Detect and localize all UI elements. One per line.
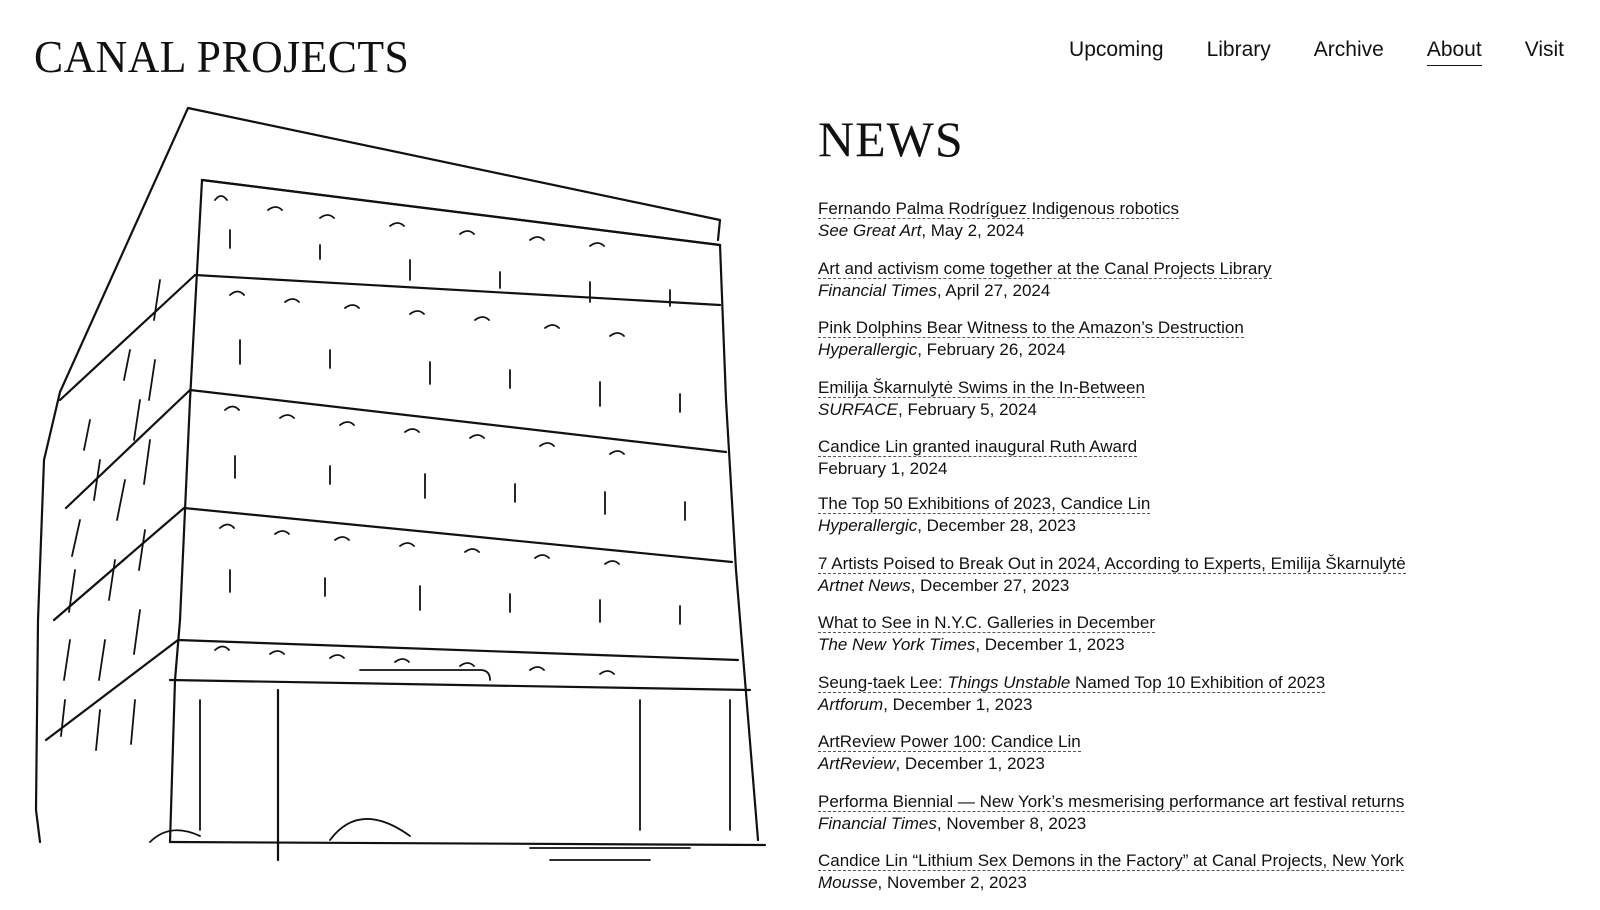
news-source: Financial Times <box>818 280 937 300</box>
building-line-drawing <box>30 100 790 908</box>
news-item <box>818 436 1406 480</box>
news-link[interactable]: What to See in N.Y.C. Galleries in December <box>818 613 1155 632</box>
news-item: Emilija Škarnulytė Swims in the In-Between SURFACE, February 5, 2024 <box>818 377 1145 419</box>
news-link[interactable]: Candice Lin granted inaugural Ruth Award <box>818 437 1138 456</box>
news-item: Art and activism come together at the Canal Projects Library Financial Times, April 27, 2024 <box>818 258 1272 300</box>
news-title-prefix: Seung-taek Lee: <box>818 672 948 692</box>
news-item: Performa Biennial — New York’s mesmerising performance art festival returns Financial Times, November 8, 2023 <box>818 791 1405 833</box>
news-title-suffix: Named Top 10 Exhibition of 2023 <box>1070 672 1326 692</box>
ground-floor-line <box>170 680 765 845</box>
news-list <box>818 198 1406 910</box>
news-link[interactable]: Performa Biennial — New York’s mesmerising performance art festival returns <box>818 791 1405 811</box>
news-item: The Top 50 Exhibitions of 2023, Candice Lin Hyperallergic, December 28, 2023 <box>818 494 1151 535</box>
nav-archive[interactable]: Archive <box>1313 38 1384 61</box>
news-date: November 2, 2023 <box>886 873 1027 892</box>
news-link[interactable]: Candice Lin “Lithium Sex Demons in the Factory” at Canal Projects, New York <box>818 851 1404 870</box>
corner-edge <box>170 180 202 842</box>
news-source: Mousse <box>818 873 878 892</box>
news-link[interactable]: Fernando Palma Rodríguez Indigenous robotics <box>818 199 1179 218</box>
news-link[interactable]: Pink Dolphins Bear Witness to the Amazon’s Destruction <box>818 318 1244 337</box>
news-date: December 1, 2023 <box>892 694 1033 714</box>
page-title: NEWS <box>818 111 964 167</box>
news-source: ArtReview <box>818 754 896 773</box>
news-source: Artforum <box>818 694 884 714</box>
nav-library[interactable]: Library <box>1206 38 1271 61</box>
news-item: ArtReview Power 100: Candice Lin ArtReview, December 1, 2023 <box>818 732 1081 773</box>
floor-line-3 <box>54 508 732 620</box>
right-edge <box>720 245 758 840</box>
news-date: February 1, 2024 <box>818 459 948 478</box>
main-nav <box>1069 38 1564 66</box>
nav-about[interactable]: About <box>1427 38 1482 66</box>
news-item: Pink Dolphins Bear Witness to the Amazon’s Destruction Hyperallergic, February 26, 2024 <box>818 318 1244 359</box>
news-source: The New York Times <box>818 635 976 654</box>
news-item: Candice Lin “Lithium Sex Demons in the Factory” at Canal Projects, New York Mousse, November 2, 2023 <box>818 851 1404 892</box>
news-link[interactable] <box>818 673 1325 693</box>
floor-line-2 <box>66 390 726 508</box>
news-date: December 28, 2023 <box>926 516 1076 535</box>
news-date: February 5, 2024 <box>907 399 1037 419</box>
news-title-italic: Things Unstable <box>947 672 1071 692</box>
news-source: Artnet News <box>818 575 911 595</box>
news-date: December 1, 2023 <box>984 635 1125 654</box>
news-date: November 8, 2023 <box>946 813 1087 833</box>
news-link[interactable]: Emilija Škarnulytė Swims in the In-Between <box>818 377 1145 397</box>
site-logo[interactable]: CANAL PROJECTS <box>34 31 410 82</box>
news-item: What to See in N.Y.C. Galleries in December The New York Times, December 1, 2023 <box>818 613 1155 654</box>
news-source: Hyperallergic <box>818 340 918 359</box>
news-item: 7 Artists Poised to Break Out in 2024, According to Experts, Emilija Škarnulytė Artnet News, December 27, 2023 <box>818 553 1406 595</box>
news-item: Fernando Palma Rodríguez Indigenous robotics See Great Art, May 2, 2024 <box>818 199 1179 240</box>
news-date: April 27, 2024 <box>945 280 1051 300</box>
floor-line-4 <box>46 640 738 740</box>
news-source: Hyperallergic <box>818 516 918 535</box>
news-link[interactable]: 7 Artists Poised to Break Out in 2024, According to Experts, Emilija Škarnulytė <box>818 553 1406 573</box>
news-source: Financial Times <box>818 813 937 833</box>
news-link[interactable]: The Top 50 Exhibitions of 2023, Candice Lin <box>818 494 1151 513</box>
nav-visit[interactable]: Visit <box>1524 38 1564 61</box>
news-source: SURFACE <box>818 399 898 419</box>
news-date: December 1, 2023 <box>904 754 1045 773</box>
news-link[interactable]: Art and activism come together at the Canal Projects Library <box>818 258 1272 278</box>
news-date: December 27, 2023 <box>920 575 1070 595</box>
roof-outline <box>60 108 720 392</box>
news-date: May 2, 2024 <box>930 221 1025 240</box>
news-source: See Great Art <box>818 221 922 240</box>
news-link[interactable]: ArtReview Power 100: Candice Lin <box>818 732 1081 751</box>
news-item: Seung-taek Lee: Things Unstable Named Top 10 Exhibition of 2023 Artforum, December 1, 2023 <box>818 672 1326 714</box>
nav-upcoming[interactable]: Upcoming <box>1069 38 1164 61</box>
news-date: February 26, 2024 <box>926 340 1066 359</box>
